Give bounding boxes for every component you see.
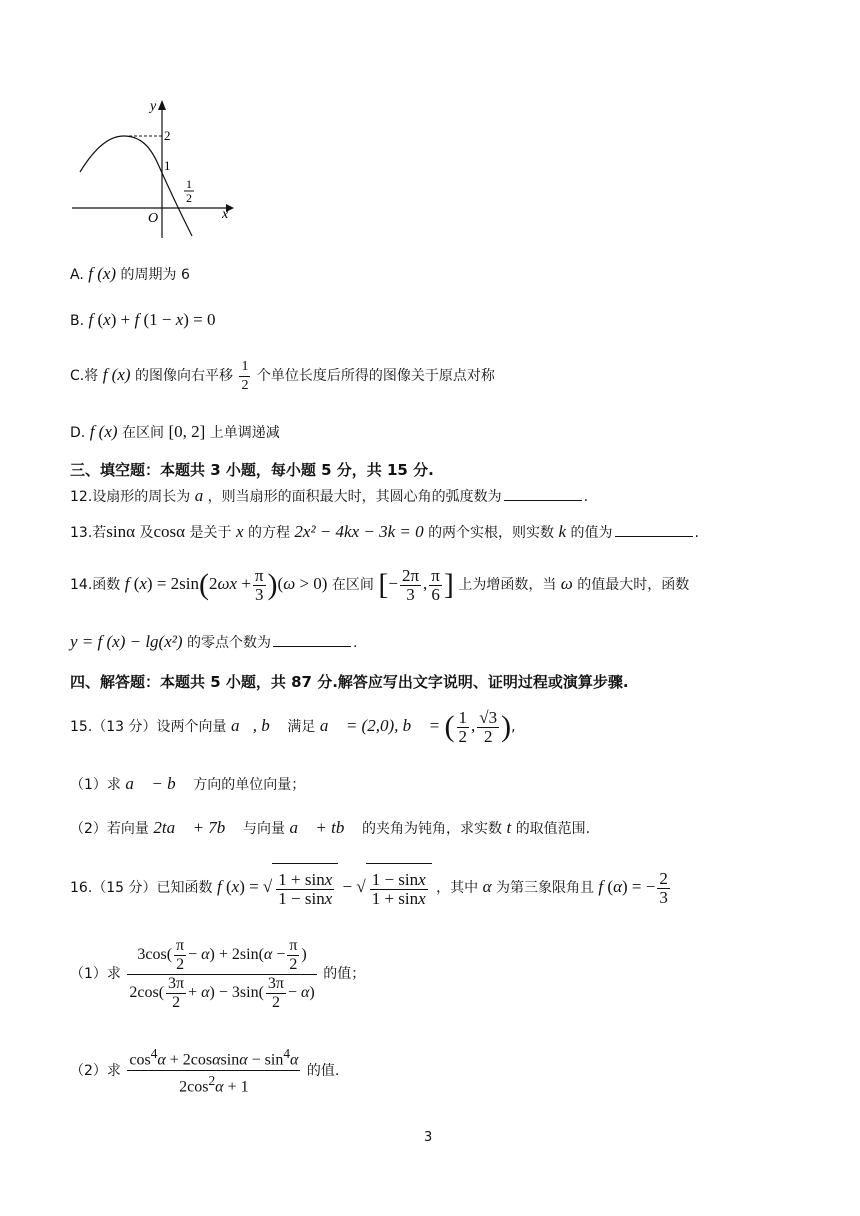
question-15-part-2	[70, 818, 590, 839]
q13-cos: cosα	[153, 522, 186, 541]
q16-mid: ，其中	[436, 880, 479, 896]
question-15-part-1	[70, 774, 305, 795]
q13-tail: 的值为	[570, 525, 613, 541]
q14-tail: 的值最大时，函数	[577, 577, 690, 593]
q14-end: .	[352, 635, 358, 651]
option-d-prefix: D.	[70, 425, 86, 441]
y-axis-label: y	[150, 99, 157, 114]
q14-line2-tail: 的零点个数为	[186, 635, 271, 651]
option-a-text: 的周期为 6	[120, 267, 190, 283]
question-16	[70, 862, 672, 914]
q13-mid2: 的方程	[247, 525, 290, 541]
q14-mid: 在区间	[331, 577, 374, 593]
q16-alpha: α	[482, 877, 492, 896]
option-a	[70, 264, 190, 285]
half-numerator: 1	[186, 177, 192, 191]
q15-p2-end: 的取值范围.	[515, 821, 591, 837]
q13-mid3: 的两个实根，则实数	[428, 525, 555, 541]
q12-text: 12.设扇形的周长为	[70, 489, 191, 505]
q15-p2-tail: 的夹角为钝角，求实数	[362, 821, 503, 837]
q16-function: f (x) = √ $\frac{1 + \sin x}{1 - \sin x}$ − √ $\frac{1 - \sin x}{1 + \sin x}$	[217, 877, 432, 896]
q15-end: ,	[511, 719, 516, 735]
option-a-prefix: A.	[70, 267, 84, 283]
option-c	[70, 356, 495, 395]
half-denominator: 2	[186, 191, 192, 205]
q14-line2-expr: y = f (x) − lg(x²)	[70, 632, 183, 651]
q12-tail: ，则当扇形的面积最大时，其圆心角的弧度数为	[207, 489, 502, 505]
q13-pre: 13.若	[70, 525, 107, 541]
q16-p2: （2）求	[70, 1062, 121, 1079]
option-c-mid: 的图像向右平移	[134, 368, 233, 384]
q15-mid: 满足	[287, 719, 316, 735]
option-d-mid: 在区间	[121, 425, 164, 441]
tick-label-1: 1	[164, 158, 171, 173]
answer-blank[interactable]	[504, 486, 582, 501]
q16-pre: 16.（15 分）已知函数	[70, 880, 213, 896]
q16-p1: （1）求	[70, 966, 121, 982]
option-b-prefix: B.	[70, 313, 85, 329]
fraction-one-half: $\frac{1}{2}$	[241, 358, 249, 393]
q13-end: .	[694, 525, 699, 541]
q15-p1-tail: 方向的单位向量；	[193, 777, 306, 793]
q15-pre: 15.（13 分）设两个向量	[70, 719, 227, 735]
option-d-tail: 上单调递减	[209, 425, 280, 441]
q16-tail: 为第三象限角且	[495, 880, 594, 896]
curve	[80, 136, 192, 236]
question-13	[70, 522, 699, 543]
question-16-part-2	[70, 1044, 339, 1098]
tick-label-2: 2	[164, 128, 171, 143]
answer-blank[interactable]	[273, 632, 351, 647]
q15-p2-expr1: 2ta⃗ + 7b⃗	[153, 818, 239, 837]
q15-p2: （2）若向量	[70, 821, 149, 837]
q16-condition: f (α) = − $\frac{2}{3}$	[598, 868, 668, 907]
fx-expr: f (x)	[88, 264, 117, 283]
x-axis-label: x	[222, 207, 229, 222]
option-b-expr: f (x) + f (1 − x) = 0	[88, 310, 216, 329]
q12-var: a	[194, 486, 204, 505]
q15-vector-b: ( $\frac{1}{2}$ , $\frac{√3}{2}$ )	[444, 707, 512, 746]
q16-p2-expr: $\frac{\cos^4\alpha + 2\cos\alpha\sin\alpha - \sin^4\alpha}{2\cos^2\alpha + 1}$	[129, 1046, 299, 1096]
y-axis-arrow	[158, 100, 166, 110]
option-c-prefix: C.将	[70, 368, 99, 384]
q15-vectors: a⃗, b⃗	[230, 716, 283, 735]
q13-equation: 2x² − 4kx − 3k = 0	[294, 522, 424, 541]
q14-pre: 14.函数	[70, 577, 121, 593]
fx-expr: f (x)	[102, 365, 131, 384]
option-c-tail: 个单位长度后所得的图像关于原点对称	[256, 368, 495, 384]
q14-omega: ω	[560, 574, 573, 593]
q15-t: t	[506, 818, 512, 837]
question-15	[70, 702, 516, 751]
q15-p2-expr2: a⃗ + tb⃗	[289, 818, 358, 837]
question-12	[70, 486, 588, 507]
option-b	[70, 310, 216, 331]
q15-p1: （1）求	[70, 777, 121, 793]
answer-blank[interactable]	[615, 522, 693, 537]
q12-end: .	[583, 489, 589, 505]
q14-mid2: 上为增函数，当	[458, 577, 557, 593]
q14-interval: [− $\frac{2\pi}{3}$ , $\frac{\pi}{6}$ ]	[378, 565, 454, 604]
q13-sin: sinα	[106, 522, 136, 541]
q13-x: x	[235, 522, 244, 541]
section-4-heading: 四、解答题：本题共 5 小题，共 87 分.解答应写出文字说明、证明过程或演算步骤.	[70, 673, 629, 691]
q13-k: k	[558, 522, 567, 541]
q15-p1-expr: a⃗ − b⃗	[125, 774, 189, 793]
q13-and: 及	[139, 525, 154, 541]
section-3-heading: 三、填空题：本题共 3 小题，每小题 5 分，共 15 分.	[70, 461, 434, 479]
q16-p2-tail: 的值.	[306, 1062, 340, 1079]
fx-expr: f (x)	[89, 422, 118, 441]
q15-p2-mid: 与向量	[242, 821, 285, 837]
q16-p1-tail: 的值；	[323, 966, 366, 982]
question-14-line-2	[70, 632, 357, 653]
q15-equation: a⃗ = (2,0), b⃗ =	[319, 716, 441, 735]
option-d	[70, 422, 280, 443]
function-graph	[66, 96, 266, 246]
q16-p1-expr: 3cos( $\frac{\pi}{2}$ − α) + 2sin(α − $\frac{\pi}{2}$ ) 2cos( $\frac{3\pi}{2}$ + α) − 3sin( $\frac{3\pi}{2}$ − α)	[129, 936, 315, 1011]
origin-label: O	[148, 211, 159, 226]
interval-0-2: [0, 2]	[168, 422, 206, 441]
question-14	[70, 562, 689, 607]
question-16-part-1	[70, 934, 365, 1014]
page-number: 3	[424, 1130, 433, 1145]
q13-mid: 是关于	[189, 525, 232, 541]
q14-function: f (x) = 2sin(2ωx + $\frac{\pi}{3}$ )(ω > 0)	[124, 565, 328, 604]
